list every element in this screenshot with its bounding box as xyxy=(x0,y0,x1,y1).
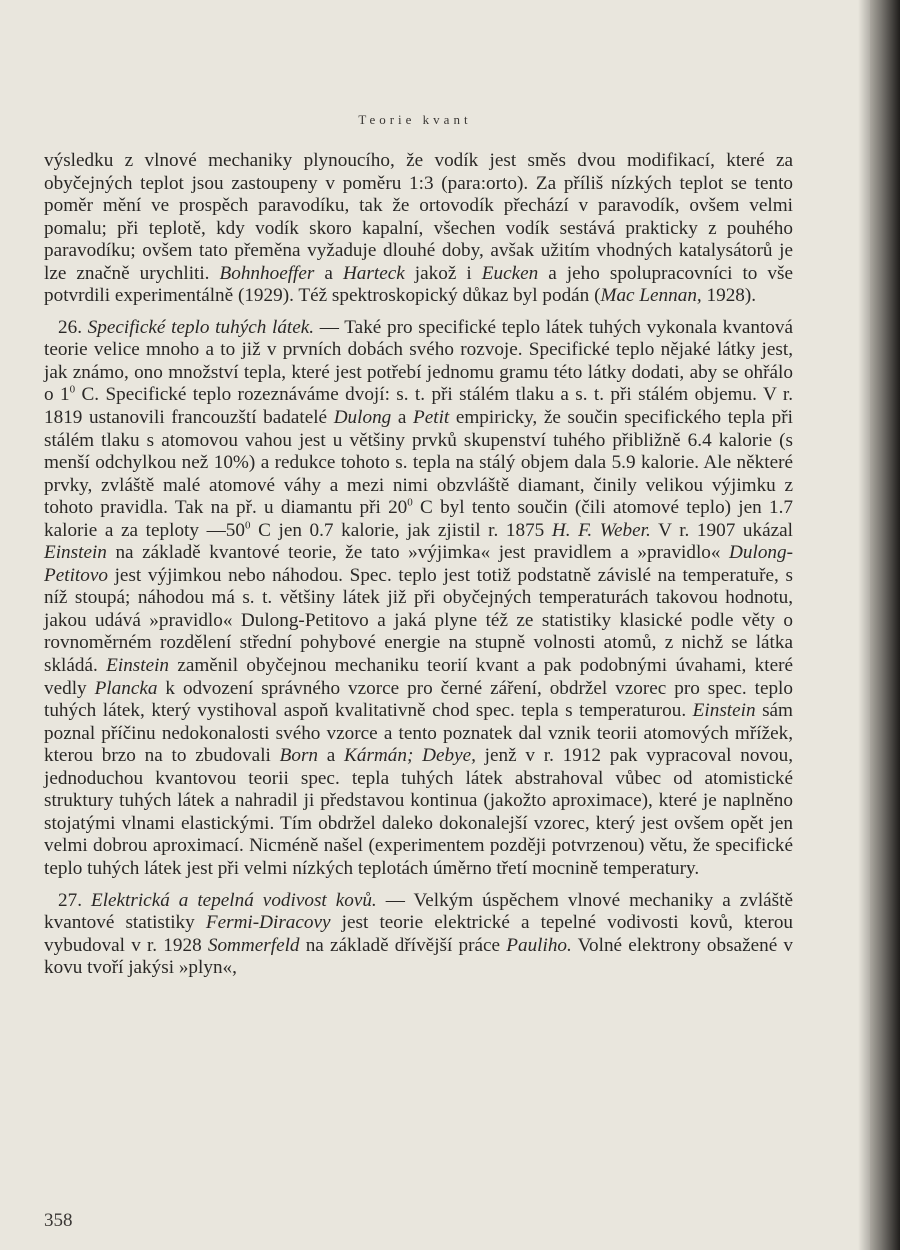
binding-shadow xyxy=(858,0,900,1250)
degree-superscript: 0 xyxy=(407,496,413,509)
italic-name-run: Pauliho. xyxy=(506,934,572,956)
italic-name-run: Einstein xyxy=(692,700,756,722)
text-run: na základě dřívější práce xyxy=(299,934,507,956)
text-run: zaměnil obyčejnou mechaniku teorií kvant a pak podobnými úvahami, které vedly xyxy=(44,655,793,699)
text-run: jest teorie elektrické a tepelné vodivosti kovů, kterou vybudoval v r. 1928 xyxy=(44,912,794,956)
italic-name-run: Sommerfeld xyxy=(207,934,300,956)
text-run: — Velkým úspěchem vlnové mechaniky a zvláště kvantové statistiky xyxy=(44,889,793,934)
italic-name-run: Kármán; Debye, xyxy=(344,745,476,767)
text-run: empiricky, že součin specifického tepla při stálém tlaku s atomovou vahou jest u většiny prvků skupenství tuhého přibližně 6.4 kalorie (s menší odchylkou než 10%) a redukce tohoto s. tepla na stálý objem dala 5.9 kalorie. Ale některé prvky, zvláště malé atomové váhy a mezi nimi obzvláště diamant, činily velikou výjimku z tohoto pravidla. Tak na př. u diamantu při 20 xyxy=(44,407,793,519)
text-run: a xyxy=(318,745,345,767)
italic-name-run: Bohnhoeffer xyxy=(219,262,315,284)
italic-name-run: Einstein xyxy=(106,655,170,677)
italic-name-run: Elektrická a tepelná vodivost kovů. xyxy=(90,889,377,911)
text-run: výsledku z vlnové mechaniky plynoucího, že vodík jest směs dvou modifikací, které za obyčejných teplot jsou zastoupeny v poměru 1:3 (para:orto). Za příliš nízkých teplot se tento poměr mění ve prospěch paravodíku, tak že ortovodík přechází v paravodík, ovšem velmi pomalu; při teplotě, kdy vodík skoro kapalní, všechen vodík sestává prakticky z pouhého paravodíku; ovšem tato přeměna vyžaduje dlouhé doby, avšak užitím vhodných katalysátorů je lze značně urychliti. xyxy=(44,150,793,284)
text-run: C. Specifické teplo rozeznáváme dvojí: s. t. při stálém tlaku a s. t. při stálém objemu. V r. 1819 ustanovili francouzští badatelé xyxy=(44,384,794,429)
degree-superscript: 0 xyxy=(69,384,76,397)
text-run: sám poznal příčinu nedokonalosti svého vzorce a tento poznatek dal vznik teorii atomových mřížek, kterou brzo na to zbudovali xyxy=(44,700,793,767)
text-run: a xyxy=(314,262,343,284)
text-run: C byl tento součin (čili atomové teplo) jen 1.7 kalorie a za teploty —50 xyxy=(44,497,793,541)
italic-name-run: Dulong xyxy=(333,407,392,429)
text-run: jakož i xyxy=(404,262,482,284)
text-run: 26. xyxy=(58,316,88,338)
italic-name-run: Einstein xyxy=(44,542,107,564)
text-run: jenž v r. 1912 pak vypracoval novou, jednoduchou kvantovou teorii spec. tepla tuhých látek abstrahoval vůbec od atomistické struktury tuhých látek a nahradil ji představou kontinua (jakožto aproximace), které je naplněno stojatými vlnami elastickými. Tím obdržel daleko dokonalejší vzorec, který jest ovšem opět jen velmi dobrou aproximací. Nicméně našel (experimentem později potvrzenou) větu, že specifické teplo tuhých látek jest při velmi nízkých teplotách úměrno třetí mocnině temperatury. xyxy=(44,745,793,879)
text-run: jest výjimkou nebo náhodou. Spec. teplo jest totiž podstatně závislé na temperatuře, s níž stoupá; náhodou má s. t. většiny látek již při obyčejných temperaturách takovou hodnotu, jakou udává »pravidlo« Dulong-Petitovo a jaká plyne též ze statistiky klasické podle věty o rovnoměrném rozdělení střední pohybové energie na stupně volnosti atomů, z nichž se látka skládá. xyxy=(44,564,793,677)
italic-name-run: Born xyxy=(279,745,318,767)
italic-name-run: Mac Lennan, xyxy=(600,285,702,307)
italic-name-run: Plancka xyxy=(94,677,158,699)
degree-superscript: 0 xyxy=(244,519,251,532)
text-run: — Také pro specifické teplo látek tuhých vykonala kvantová teorie velice mnoho a to již v prvních dobách svého rozvoje. Specifické teplo nějaké látky jest, jak známo, ono množství tepla, které jest potřebí jednomu gramu této látky dodati, aby se ohřálo o 1 xyxy=(44,316,793,406)
italic-name-run: Eucken xyxy=(481,262,539,284)
italic-name-run: Specifické teplo tuhých látek. xyxy=(87,316,315,338)
text-run: na základě kvantové teorie, že tato »výjimka« jest pravidlem a »pravidlo« xyxy=(106,542,730,564)
running-head: Teorie kvant xyxy=(358,112,472,127)
text-run: C jen 0.7 kalorie, jak zjistil r. 1875 xyxy=(250,519,552,541)
text-run: a xyxy=(391,407,414,429)
text-run: Volné elektrony obsažené v kovu tvoří jakýsi »plyn«, xyxy=(44,934,794,979)
italic-name-run: Harteck xyxy=(342,262,405,284)
text-run: 1928). xyxy=(701,285,757,307)
italic-name-run: H. F. Weber. xyxy=(551,519,651,541)
text-run: V r. 1907 ukázal xyxy=(650,519,793,541)
text-run: a jeho spolupracovníci to vše potvrdili experimentálně (1929). Též spektroskopický důkaz byl podán ( xyxy=(44,262,793,307)
italic-name-run: Fermi-Diracovy xyxy=(205,912,331,934)
text-run: k odvození správného vzorce pro černé záření, obdržel vzorec pro spec. teplo tuhých látek, který vystihoval aspoň kvalitativně chod spec. tepla s temperaturou. xyxy=(44,677,793,722)
paragraph-continuation xyxy=(44,150,793,308)
italic-name-run: Petit xyxy=(413,407,450,429)
text-run: 27. xyxy=(58,889,91,911)
text-column xyxy=(44,150,793,980)
section-27-conductivity xyxy=(44,890,793,980)
section-26-specific-heat xyxy=(44,317,793,881)
italic-name-run: Dulong-Petitovo xyxy=(44,542,793,586)
page-number: 358 xyxy=(44,1210,73,1231)
